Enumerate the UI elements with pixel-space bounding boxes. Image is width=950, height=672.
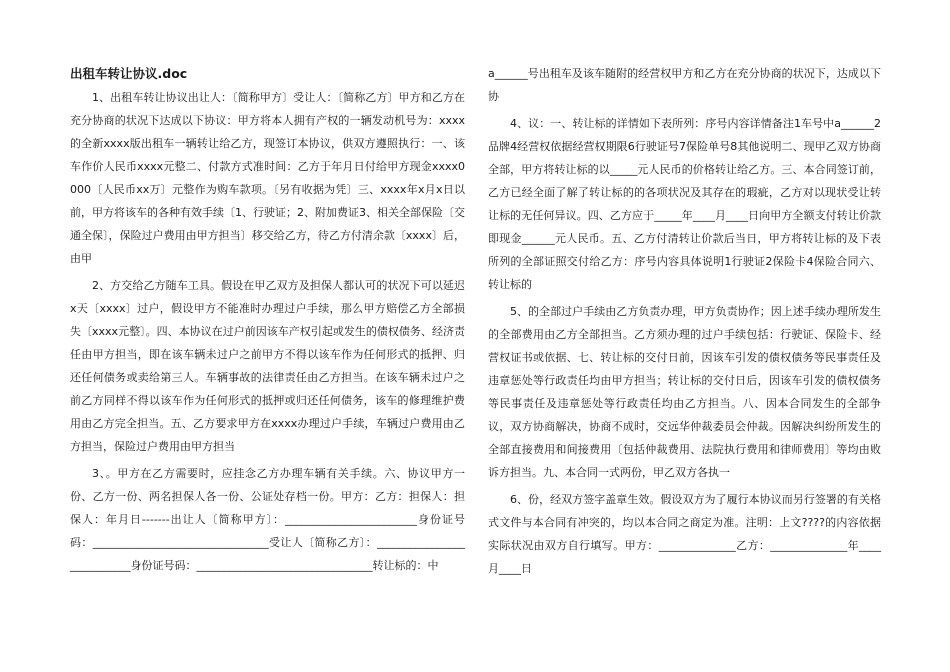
paragraph-continuation: a______号出租车及该车随附的经营权甲方和乙方在充分协商的状况下，达成以下协 xyxy=(488,67,881,103)
right-column xyxy=(488,62,881,580)
left-column xyxy=(70,62,465,577)
paragraph-5: 5、的全部过户手续由乙方负责办理，甲方负责协作；因上述手续办理所发生的全部费用由乙方全部担当。乙方须办理的过户手续包括：行驶证、保险卡、经营权证书或依据、七、转让标的交付日前，因该车引发的债权债务等民事责任及违章惩处等行政责任均由甲方担当；转让标的交付日后，因该车引发的债权债务等民事责任及违章惩处等行政责任均由乙方担当。八、因本合同发生的全部争议，双方协商解决，协商不成时，交远华仲裁委员会仲裁。因解决纠纷所发生的全部直接费用和间接费用〔包括仲裁费用、法院执行费用和律师费用〕等均由败诉方担当。九、本合同一式两份，甲乙双方各执一 xyxy=(488,305,881,479)
paragraph-4: 4、议：一、转让标的详情如下表所列：序号内容详情备注1车号中a______2品牌4经营权依据经营权期限6行驶证号7保险单号8其他说明二、现甲乙双方协商全部，甲方将转让标的以_____元人民币的价格转让给乙方。三、本合同签订前，乙方已经全面了解了转让标的的各项状况及其存在的瑕疵，乙方对以现状受让转让标的无任何异议。四、乙方应于_____年____月____日向甲方全额支付转让价款即现金______元人民币。五、乙方付清转让价款后当日，甲方将转让标的及下表所列的全部证照交付给乙方：序号内容具体说明1行驶证2保险卡4保险合同六、转让标的 xyxy=(488,117,881,291)
paragraph-6: 6、份，经双方签字盖章生效。假设双方为了履行本协议而另行签署的有关格式文件与本合同有冲突的，均以本合同之商定为准。注明：上文????的内容依据实际状况由双方自行填写。甲方：______________乙方：______________年____月____日 xyxy=(488,493,881,575)
paragraph-3: 3、。甲方在乙方需要时，应挂念乙方办理车辆有关手续。六、协议甲方一份、乙方一份、两名担保人各一份、公证处存档一份。甲方：乙方：担保人：担保人：年月日-------出让人〔简称甲方〕：________________________身份证号码：________________________________受让人〔简称乙方〕：___________________________身份证号码：________________________________转让标的：中 xyxy=(70,467,465,572)
paragraph-2: 2、方交给乙方随车工具。假设在甲乙双方及担保人都认可的状况下可以延迟x天〔xxxx〕过户，假设甲方不能准时办理过户手续，那么甲方赔偿乙方全部损失〔xxxx元整〕。四、本协议在过户前因该车产权引起或发生的债权债务、经济责任由甲方担当，即在该车辆未过户之前甲方不得以该车作为任何形式的抵押、归还任何债务或卖给第三人。车辆事故的法律责任由乙方担当。在该车辆未过户之前乙方同样不得以该车作为任何形式的抵押或归还任何债务，该车的修理维护费用由乙方完全担当。五、乙方要求甲方在xxxx办理过户手续，车辆过户费用由乙方担当，保险过户费用由甲方担当 xyxy=(70,279,465,453)
document-title: 出租车转让协议.doc xyxy=(70,66,188,81)
paragraph-1: 1、出租车转让协议出让人：〔简称甲方〕受让人：〔简称乙方〕甲方和乙方在充分协商的状况下达成以下协议：甲方将本人拥有产权的一辆发动机号为：xxxx的全新xxxx版出租车一辆转让给乙方，现签订本协议，供双方遵照执行：一、该车作价人民币xxxx元整二、付款方式准时间：乙方于年月日付给甲方现金xxxx0000〔人民币xx万〕元整作为购车款项。〔另有收据为凭〕三、xxxx年x月x日以前，甲方将该车的各种有效手续〔1、行驶证；2、附加费证3、相关全部保险〔交通全保〕，保险过户费用由甲方担当〕移交给乙方，待乙方付清余款〔xxxx〕后，由甲 xyxy=(70,91,465,265)
